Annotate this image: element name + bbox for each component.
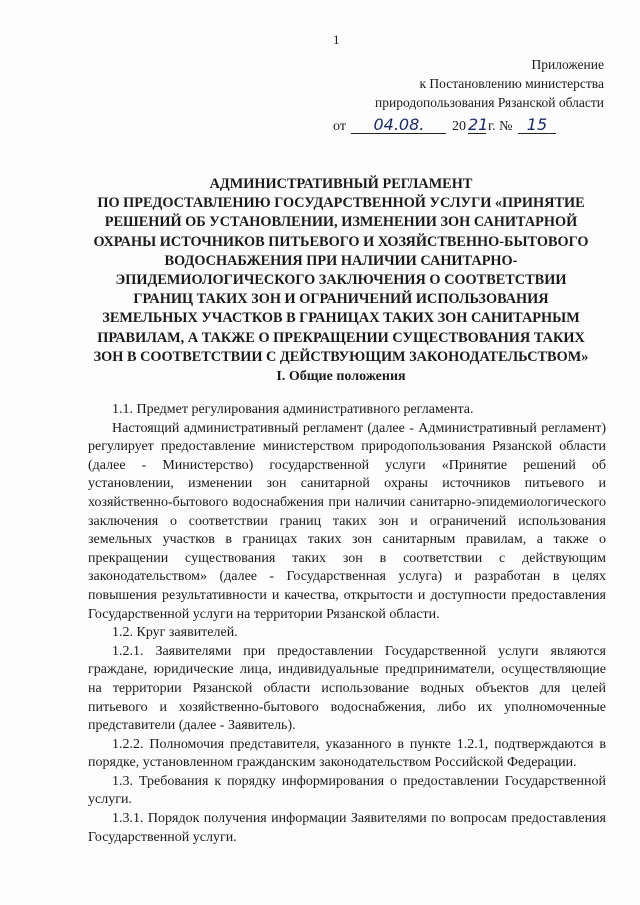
handwritten-number: 15 <box>518 117 556 134</box>
appendix-block <box>375 55 604 112</box>
date-number-line <box>333 117 558 135</box>
title-line: ГРАНИЦ ТАКИХ ЗОН И ОГРАНИЧЕНИЙ ИСПОЛЬЗОВАНИЯ <box>133 291 549 308</box>
page-number: 1 <box>333 32 340 47</box>
number-label: № <box>499 119 513 134</box>
paragraph: 1.3. Требования к порядку информирования о предоставлении Государственной услуги. <box>88 773 606 808</box>
title-line: ЗЕМЕЛЬНЫХ УЧАСТКОВ В ГРАНИЦАХ ТАКИХ ЗОН САНИТАРНЫМ <box>102 310 580 327</box>
year-prefix: 20 <box>451 119 466 134</box>
paragraph: 1.1. Предмет регулирования административного регламента. <box>112 402 474 417</box>
paragraph: 1.2. Круг заявителей. <box>112 625 238 641</box>
appendix-line: Приложение <box>531 57 604 72</box>
paragraph: Настоящий административный регламент (далее - Административный регламент) регулирует предоставление министерством природопользования Рязанской области (далее - Министерство) государственной услуги «Принятие решений об установлении, изменении зон санитарной охраны источников питьевого и хозяйственно-бытового водоснабжения при наличии санитарно-эпидемиологического заключения о соответствии границ таких зон и ограничений использования земельных участков в границах таких зон санитарным правилам, а также о прекращении существования таких зон в соответствии с действующим законодательством» (далее - Государственная услуга) и разработан в целях повышения результативности и качества, открытости и доступности предоставления Государственной услуги на территории Рязанской области. <box>88 420 606 622</box>
title-line: ЭПИДЕМИОЛОГИЧЕСКОГО ЗАКЛЮЧЕНИЯ О СООТВЕТСТВИИ <box>115 272 567 289</box>
handwritten-date: 04.08. <box>351 117 446 134</box>
paragraph: 1.2.2. Полномочия представителя, указанного в пункте 1.2.1, подтверждаются в порядке, установленном гражданским законодательством Российской Федерации. <box>88 736 606 771</box>
title-line: ВОДОСНАБЖЕНИЯ ПРИ НАЛИЧИИ САНИТАРНО- <box>164 252 518 269</box>
document-body <box>88 401 606 847</box>
title-line: ЗОН В СООТВЕТСТВИИ С ДЕЙСТВУЮЩИМ ЗАКОНОДАТЕЛЬСТВОМ» <box>93 348 589 365</box>
title-line: ПРАВИЛАМ, А ТАКЖЕ О ПРЕКРАЩЕНИИ СУЩЕСТВОВАНИЯ ТАКИХ <box>97 329 585 346</box>
paragraph: 1.3.1. Порядок получения информации Заявителями по вопросам предоставления Государственной услуги. <box>88 811 606 845</box>
year-label: г. <box>487 119 496 134</box>
title-line: ПО ПРЕДОСТАВЛЕНИЮ ГОСУДАРСТВЕННОЙ УСЛУГИ «ПРИНЯТИЕ <box>97 195 585 212</box>
title-line: ОХРАНЫ ИСТОЧНИКОВ ПИТЬЕВОГО И ХОЗЯЙСТВЕННО-БЫТОВОГО <box>93 233 589 250</box>
date-prefix: от <box>333 119 346 134</box>
appendix-line: к Постановлению министерства <box>419 76 604 91</box>
appendix-line: природопользования Рязанской области <box>375 95 604 110</box>
handwritten-year: 21 <box>467 115 489 134</box>
section-heading: I. Общие положения <box>276 369 406 384</box>
title-line: АДМИНИСТРАТИВНЫЙ РЕГЛАМЕНТ <box>209 176 473 192</box>
document-title <box>76 175 606 367</box>
title-line: РЕШЕНИЙ ОБ УСТАНОВЛЕНИИ, ИЗМЕНЕНИИ ЗОН САНИТАРНОЙ <box>104 214 578 231</box>
paragraph: 1.2.1. Заявителями при предоставлении Государственной услуги являются граждане, юридические лица, индивидуальные предприниматели, осуществляющие на территории Рязанской области использование водных объектов для целей питьевого и хозяйственно-бытового водоснабжения, либо их уполномоченные представители (далее - Заявитель). <box>88 643 606 734</box>
